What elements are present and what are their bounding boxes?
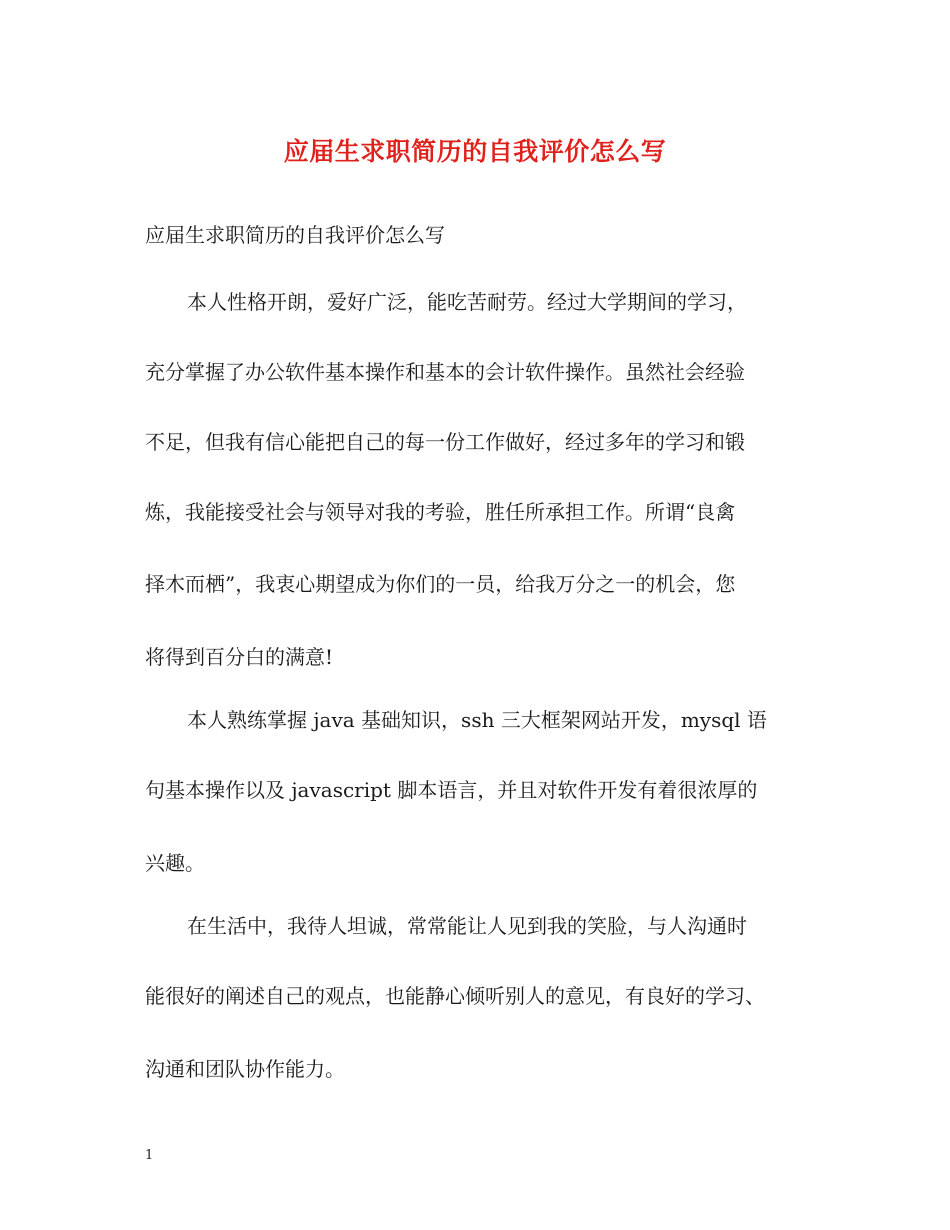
paragraph-line: 择木而栖”，我衷心期望成为你们的一员，给我万分之一的机会，您 <box>145 572 736 596</box>
paragraph-line: 本人性格开朗，爱好广泛，能吃苦耐劳。经过大学期间的学习， <box>187 290 747 314</box>
paragraph-line: 充分掌握了办公软件基本操作和基本的会计软件操作。虽然社会经验 <box>145 360 745 384</box>
document-subtitle: 应届生求职简历的自我评价怎么写 <box>145 223 445 247</box>
paragraph-line: 能很好的阐述自己的观点，也能静心倾听别人的意见，有良好的学习、 <box>145 984 765 1008</box>
paragraph-line: 将得到百分白的满意! <box>145 645 334 669</box>
document-title: 应届生求职简历的自我评价怎么写 <box>283 137 667 166</box>
paragraph-line: 兴趣。 <box>145 851 205 875</box>
page-number: 1 <box>145 1148 154 1163</box>
paragraph-line: 本人熟练掌握 java 基础知识，ssh 三大框架网站开发，mysql 语 <box>187 708 767 732</box>
paragraph-line: 在生活中，我待人坦诚，常常能让人见到我的笑脸，与人沟通时 <box>187 914 747 938</box>
paragraph-line: 沟通和团队协作能力。 <box>145 1057 345 1081</box>
paragraph-line: 句基本操作以及 javascript 脚本语言，并且对软件开发有着很浓厚的 <box>145 778 758 802</box>
paragraph-line: 不足，但我有信心能把自己的每一份工作做好，经过多年的学习和锻 <box>145 430 745 454</box>
paragraph-line: 炼，我能接受社会与领导对我的考验，胜任所承担工作。所谓“良禽 <box>145 500 736 524</box>
